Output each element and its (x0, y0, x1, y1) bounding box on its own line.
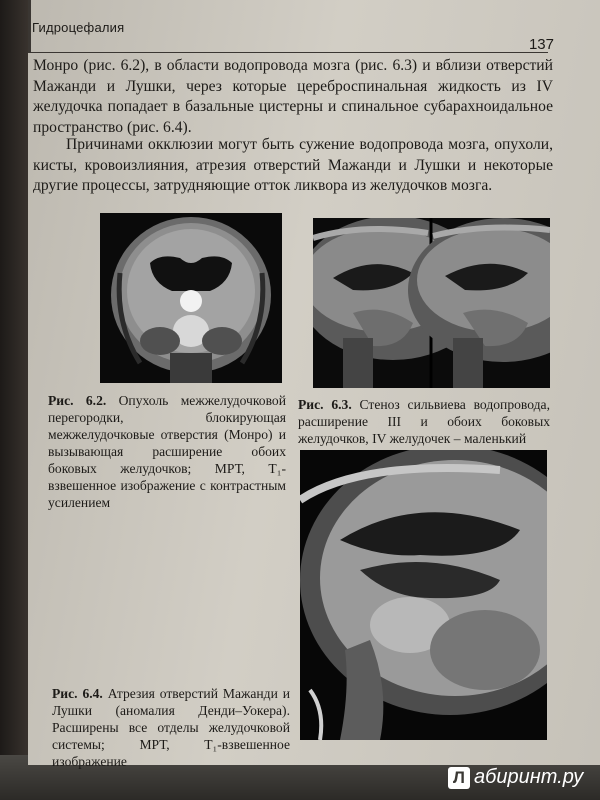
paragraph-1: Монро (рис. 6.2), в области водопровода мозга (рис. 6.3) и вблизи отверстий Мажанди и Лушки, через которые цереброспинальная жидкость из IV желудочка попадает в базальные цистерны и спинальное субарахноидальное пространство (рис. 6.4). (33, 57, 553, 136)
caption-figure-6-3-text: Стеноз сильвиева водопровода, расширение III и обоих боковых желудочков, IV желудочек – маленький (298, 397, 550, 446)
labirint-logo-icon: Л (448, 767, 470, 789)
caption-figure-6-2-label: Рис. 6.2. (48, 393, 107, 408)
caption-figure-6-4-label: Рис. 6.4. (52, 686, 103, 701)
caption-figure-6-2-text: Опухоль межжелудочковой перегородки, блокирующая межжелудочковые отверстия (Монро) и вызывающая расширение обоих боковых желудочков; МРТ, T₁-взвешенное изображение с контрастным усилением (48, 393, 286, 510)
running-header (28, 12, 554, 53)
mri-sagittal-pair-image (313, 218, 550, 388)
background-edge (0, 0, 30, 800)
caption-figure-6-3-label: Рис. 6.3. (298, 397, 352, 412)
mri-coronal-image (100, 213, 282, 383)
figure-6-4-mri-sagittal-large (300, 450, 547, 740)
figure-6-2-mri-coronal (100, 213, 282, 383)
caption-figure-6-4-text: Атрезия отверстий Мажанди и Лушки (аномалия Денди–Уокера). Расширены все отделы желудочковой системы; МРТ, T₁-взвешенное изображение (52, 686, 291, 769)
book-page (28, 0, 600, 769)
section-title: Гидроцефалия (32, 20, 125, 35)
paragraph-2: Причинами окклюзии могут быть сужение водопровода мозга, опухоли, кисты, кровоизлияния, атрезия отверстий Мажанди и Лушки и некоторые другие процессы, затрудняющие отток ликвора из желудочков мозга. (33, 136, 553, 194)
caption-figure-6-2 (48, 392, 286, 511)
figure-6-3-mri-sagittal (313, 218, 550, 388)
mri-sagittal-large-image (300, 450, 547, 740)
page-number: 137 (528, 36, 554, 53)
caption-figure-6-3 (298, 396, 550, 447)
labirint-watermark (448, 766, 583, 789)
caption-figure-6-4 (52, 685, 290, 770)
labirint-watermark-text: абиринт.ру (474, 766, 584, 788)
